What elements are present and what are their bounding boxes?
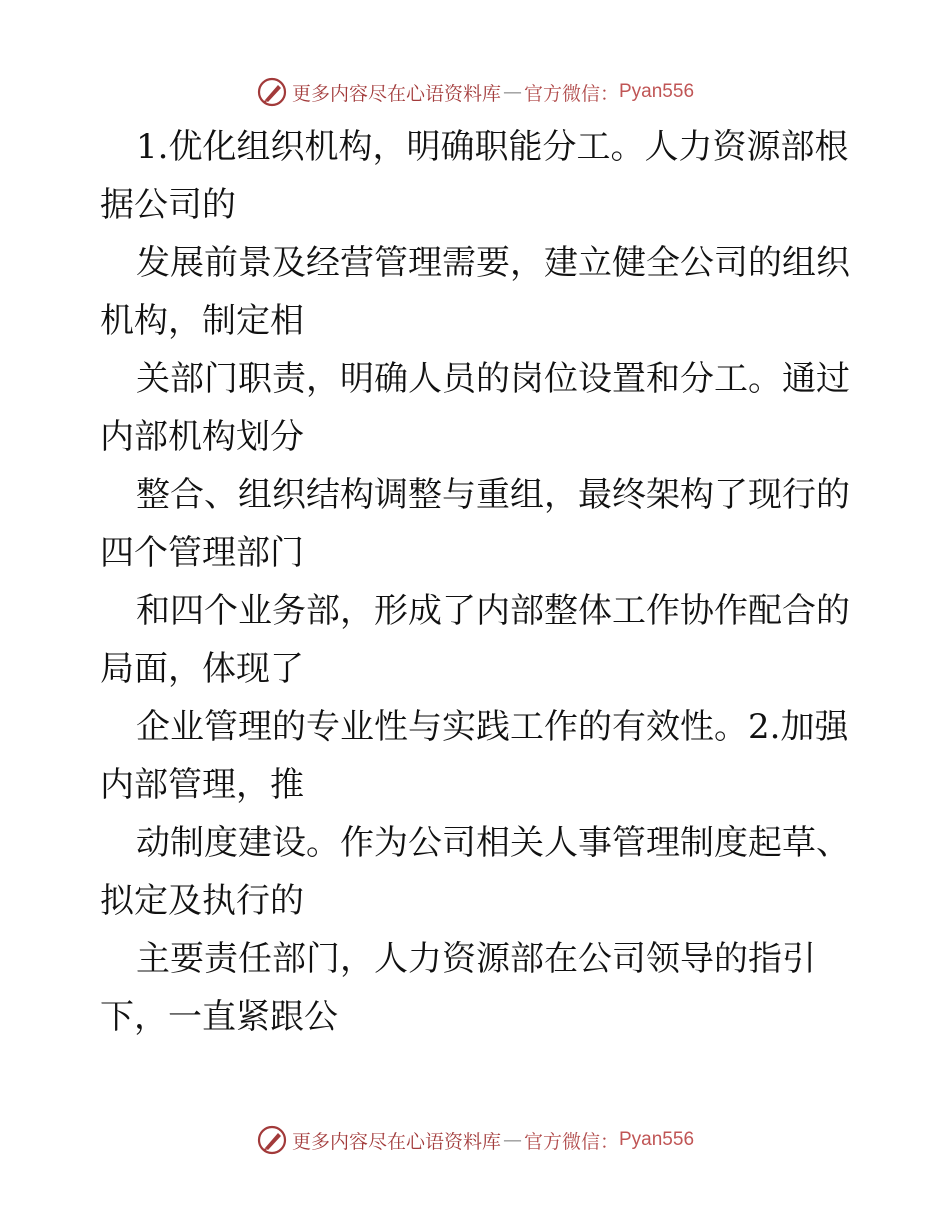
paragraph-line: 内部管理，推 [100, 765, 304, 805]
paragraph [100, 814, 860, 930]
paragraph-line: 下，一直紧跟公 [100, 997, 338, 1037]
paragraph [100, 234, 860, 350]
paragraph [100, 118, 860, 234]
paragraph-line: 企业管理的专业性与实践工作的有效性。2.加强 [136, 707, 849, 747]
paragraph [100, 466, 860, 582]
watermark-title: 更多内容尽在心语资料库 [291, 82, 501, 105]
watermark-handle: Pyan556 [619, 1129, 695, 1150]
paragraph-line: 1.优化组织机构，明确职能分工。人力资源部根 [136, 127, 849, 167]
watermark-dash: — [502, 1129, 522, 1151]
header-watermark [0, 72, 950, 112]
paragraph-line: 拟定及执行的 [100, 881, 304, 921]
paragraph-line: 机构，制定相 [100, 301, 304, 341]
paragraph-line: 发展前景及经营管理需要，建立健全公司的组织 [136, 243, 850, 283]
paragraph [100, 930, 860, 1046]
paragraph-line: 内部机构划分 [100, 417, 304, 457]
paragraph-line: 局面，体现了 [100, 649, 304, 689]
paragraph-line: 整合、组织结构调整与重组，最终架构了现行的 [136, 475, 850, 515]
paragraph-line: 动制度建设。作为公司相关人事管理制度起草、 [136, 823, 850, 863]
watermark-dash: — [502, 81, 522, 103]
body-text [100, 118, 860, 1046]
paragraph-line: 和四个业务部，形成了内部整体工作协作配合的 [136, 591, 850, 631]
quill-logo-icon [256, 1124, 288, 1156]
watermark-contact-label: 官方微信： [523, 82, 619, 105]
watermark-handle: Pyan556 [619, 81, 695, 102]
watermark-title: 更多内容尽在心语资料库 [291, 1130, 501, 1153]
paragraph [100, 582, 860, 698]
paragraph-line: 四个管理部门 [100, 533, 304, 573]
quill-logo-icon [256, 76, 288, 108]
watermark-contact-label: 官方微信： [523, 1130, 619, 1153]
paragraph [100, 350, 860, 466]
paragraph-line: 关部门职责，明确人员的岗位设置和分工。通过 [136, 359, 850, 399]
paragraph-line: 据公司的 [100, 185, 236, 225]
footer-watermark [0, 1120, 950, 1160]
paragraph [100, 698, 860, 814]
paragraph-line: 主要责任部门，人力资源部在公司领导的指引 [136, 939, 816, 979]
